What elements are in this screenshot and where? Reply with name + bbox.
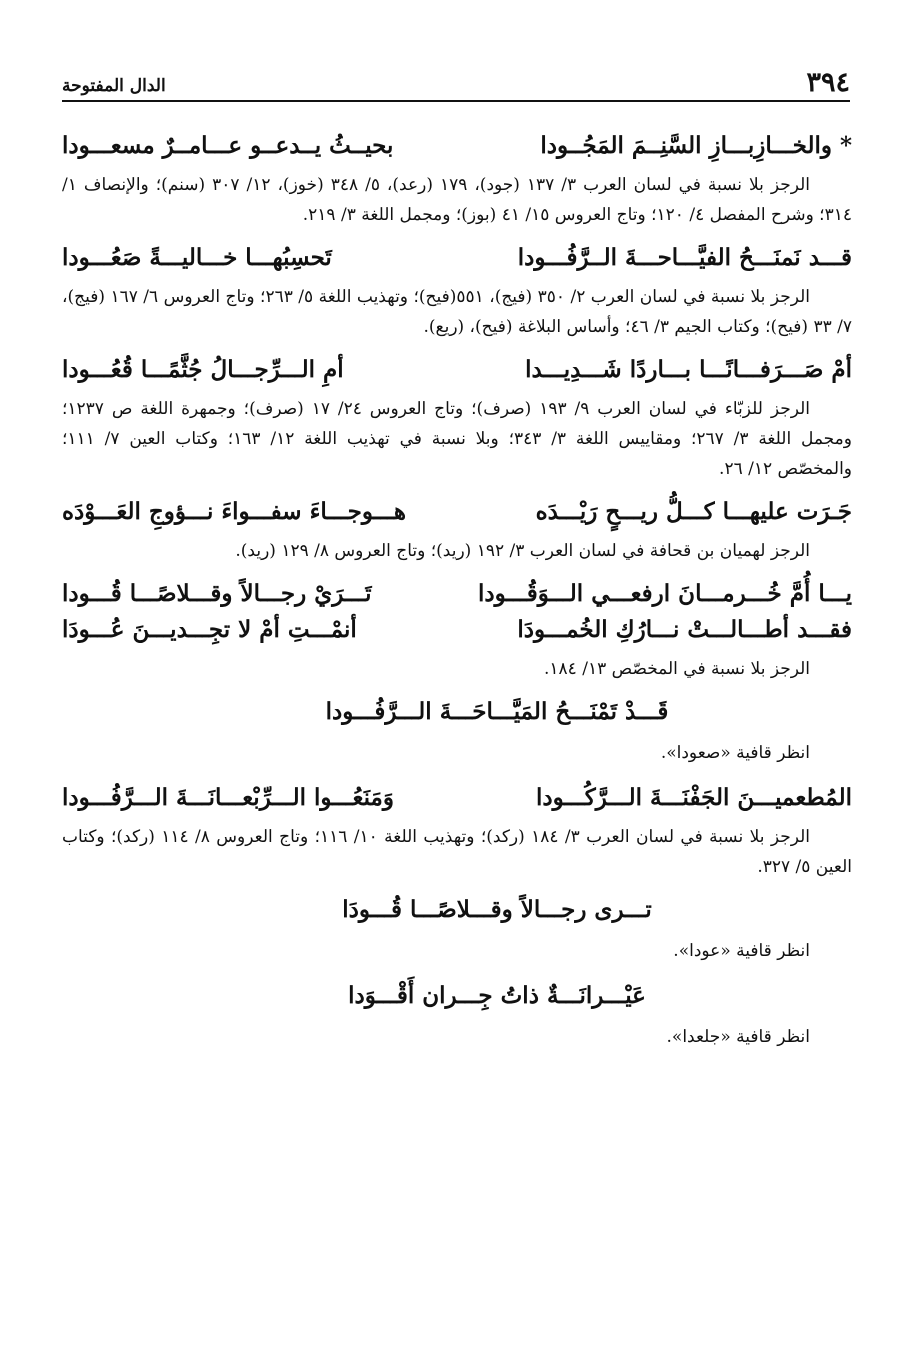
source-note: الرجز بلا نسبة في لسان العرب ٣/ ١٣٧ (جود)، ١٧٩ (رعد)، ٥/ ٣٤٨ (خوز)، ١٢/ ٣٠٧ (سنم)؛ والإنصاف ١/ ٣١٤؛ وشرح المفصل ٤/ ١٢٠؛ وتاج العروس ١٥/ ٤١ (بوز)؛ ومجمل اللغة ٣/ ٢١٩. — [62, 175, 852, 225]
verse-entry — [62, 128, 852, 230]
verse-first-hemistich: جَـرَت عليهـــا كـــلُّ ريـــحٍ رَيْـــدَه — [535, 498, 852, 525]
cross-reference-entry — [62, 892, 852, 966]
verse-line — [62, 780, 852, 816]
cross-reference-note: انظر قافية «عودا». — [673, 941, 810, 961]
cross-reference-note: انظر قافية «صعودا». — [660, 743, 810, 763]
source-note: الرجز بلا نسبة في لسان العرب ٢/ ٣٥٠ (فيج)، ٥٥١(فيح)؛ وتهذيب اللغة ٥/ ٢٦٣؛ وتاج العروس ٦/ ١٦٧ (فيج)، ٧/ ٣٣ (فيح)؛ وكتاب الجيم ٣/ ٤٦؛ وأساس البلاغة (فيح)، (ريع). — [62, 287, 852, 337]
page-body — [62, 128, 852, 1064]
verse-line — [62, 240, 852, 276]
verse-line — [62, 612, 852, 648]
verse-second-hemistich: هـــوجـــاءَ سفـــواءَ نـــؤوجِ العَـــوْدَه — [62, 498, 407, 525]
verse-line — [62, 352, 852, 388]
verse-entry — [62, 576, 852, 684]
source-note: الرجز بلا نسبة في لسان العرب ٣/ ١٨٤ (ركد)؛ وتهذيب اللغة ١٠/ ١١٦؛ وتاج العروس ٨/ ١١٤ (ركد)؛ وكتاب العين ٥/ ٣٢٧. — [62, 827, 852, 877]
verse-entry — [62, 494, 852, 566]
verse-first-hemistich: * والخـــازِبـــازِ السَّنِــمَ المَجُــودا — [540, 132, 852, 159]
verse-entry — [62, 240, 852, 342]
cross-reference-entry — [62, 978, 852, 1052]
cross-reference-verse: تـــرى رجـــالاً وقـــلاصًـــا قُـــودَا — [342, 896, 652, 923]
source-note: الرجز لهميان بن قحافة في لسان العرب ٣/ ١٩٢ (ريد)؛ وتاج العروس ٨/ ١٢٩ (ريد). — [235, 541, 810, 561]
verse-line — [62, 576, 852, 612]
cross-reference-verse: قَـــدْ تَمْنَـــحُ المَيَّـــاحَـــةَ الـــرَّفُـــودا — [325, 698, 669, 725]
verse-second-hemistich: وَمَنَعُـــوا الـــرِّبْعـــانَـــةَ الـــرَّفُـــودا — [62, 784, 394, 811]
verse-second-hemistich: تَـــرَيْ رجـــالاً وقـــلاصًـــا قُـــودا — [62, 580, 372, 607]
verse-second-hemistich: تَحسِبُهـــا خـــاليـــةً صَعُـــودا — [62, 244, 332, 271]
source-note: الرجز بلا نسبة في المخصّص ١٣/ ١٨٤. — [544, 659, 810, 679]
cross-reference-verse: عَيْـــرانَـــةٌ ذاتُ جِـــران أَقْـــوَدا — [348, 982, 646, 1009]
cross-reference-entry — [62, 694, 852, 768]
verse-first-hemistich: يـــا أُمَّ خُـــرمـــانَ ارفعـــي الـــوَقُـــودا — [477, 580, 852, 607]
verse-line — [62, 494, 852, 530]
verse-entry — [62, 352, 852, 484]
verse-first-hemistich: أمْ صَـــرَفـــانًـــا بـــاردًا شَـــدِيـــدا — [525, 356, 852, 383]
verse-entry — [62, 780, 852, 882]
running-header — [62, 66, 850, 102]
verse-line — [62, 128, 852, 164]
verse-second-hemistich: بحيــثُ يــدعــو عـــامــرٌ مسعـــودا — [62, 132, 394, 159]
running-title: الدال المفتوحة — [62, 76, 166, 96]
verse-first-hemistich: قـــد نَمنَـــحُ الفيَّـــاحـــةَ الــرَّفُـــودا — [517, 244, 852, 271]
verse-second-hemistich: أنمْـــتِ أمْ لا تجِـــديـــنَ عُـــودَا — [62, 616, 357, 643]
page-number: ٣٩٤ — [806, 67, 850, 98]
verse-second-hemistich: أمِ الـــرِّجـــالُ جُثَّمًـــا قُعُـــودا — [62, 356, 344, 383]
verse-first-hemistich: المُطعميـــنَ الجَفْنَـــةَ الـــرَّكُـــودا — [536, 784, 852, 811]
verse-first-hemistich: فقـــد أطـــالـــتْ نـــارُكِ الخُمـــودَا — [517, 616, 852, 643]
cross-reference-note: انظر قافية «جلعدا». — [666, 1027, 810, 1047]
source-note: الرجز للزبّاء في لسان العرب ٩/ ١٩٣ (صرف)؛ وتاج العروس ٢٤/ ١٧ (صرف)؛ وجمهرة اللغة ص ١٢٣٧؛ ومجمل اللغة ٣/ ٢٦٧؛ ومقاييس اللغة ٣/ ٣٤٣؛ وبلا نسبة في تهذيب اللغة ١٢/ ١٦٣؛ وكتاب العين ٧/ ١١١؛ والمخصّص ١٢/ ٢٦. — [62, 399, 852, 479]
